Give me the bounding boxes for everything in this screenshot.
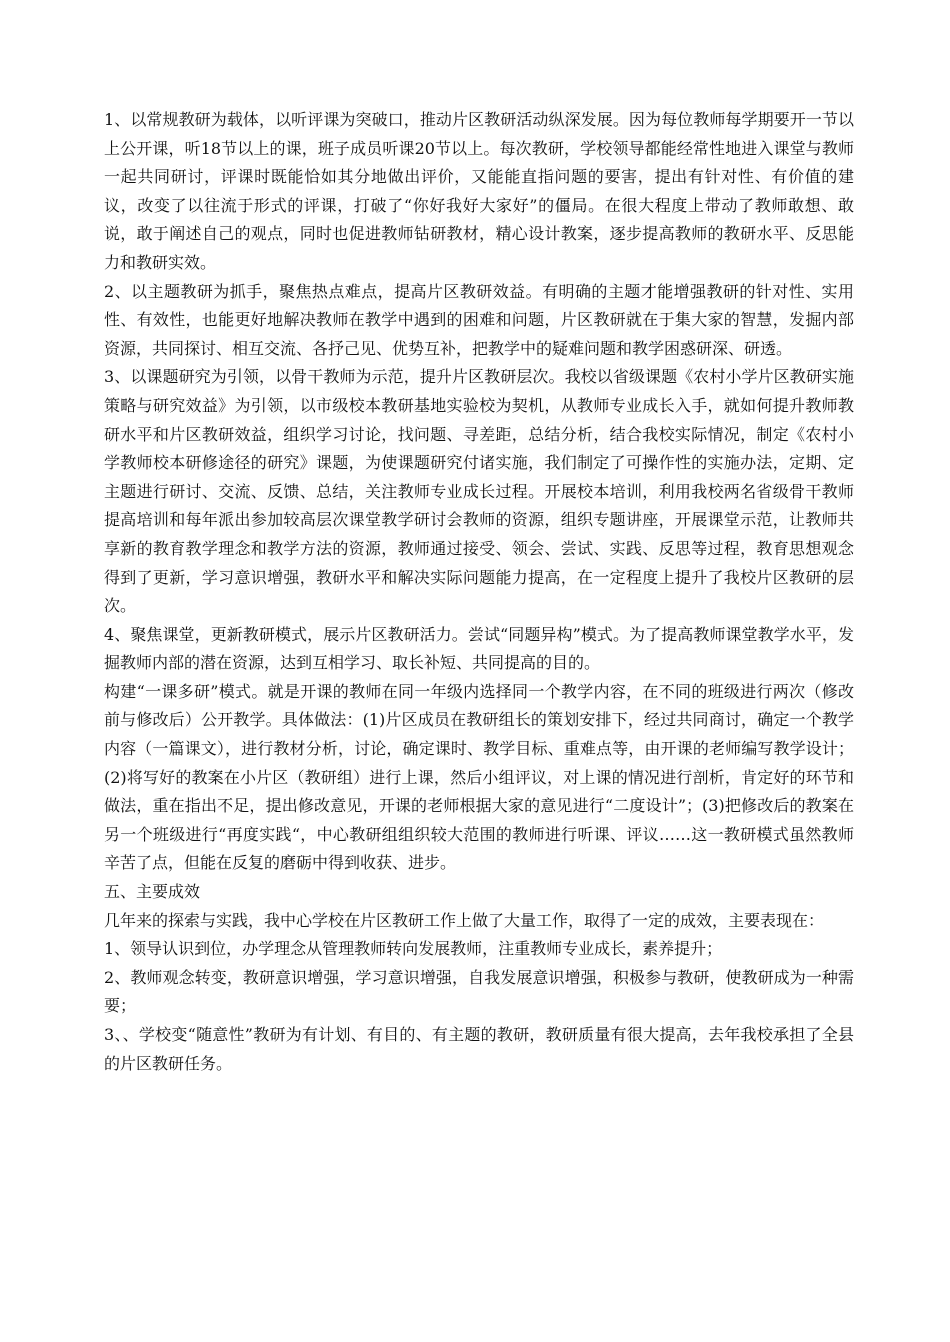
section-heading-main-results: 五、主要成效 — [104, 882, 201, 902]
paragraph-theme-teaching-research: 2、以主题教研为抓手，聚焦热点难点，提高片区教研效益。有明确的主题才能增强教研的针对性、实用性、有效性，也能更好地解决教师在教学中遇到的困难和问题，片区教研就在于集大家的智慧，发掘内部资源，共同探讨、相互交流、各抒己见、优势互补，把教学中的疑难问题和教学困惑研深、研透。 — [104, 281, 854, 358]
paragraph-result-2: 2、教师观念转变，教研意识增强，学习意识增强，自我发展意识增强，积极参与教研，使教研成为一种需要； — [104, 967, 854, 1016]
paragraph-one-lesson-multi-research: 构建“一课多研”模式。就是开课的教师在同一年级内选择同一个教学内容，在不同的班级进行两次（修改前与修改后）公开教学。具体做法：(1)片区成员在教研组长的策划安排下，经过共同商讨，确定一个教学内容（一篇课文），进行教材分析，讨论，确定课时、教学目标、重难点等，由开课的老师编写教学设计；(2)将写好的教案在小片区（教研组）进行上课，然后小组评议，对上课的情况进行剖析，肯定好的环节和做法，重在指出不足，提出修改意见，开课的老师根据大家的意见进行“二度设计”；(3)把修改后的教案在另一个班级进行“再度实践“，中心教研组组织较大范围的教师进行听课、评议……这一教研模式虽然教师辛苦了点，但能在反复的磨砺中得到收获、进步。 — [104, 681, 854, 873]
paragraph-routine-teaching-research: 1、以常规教研为载体，以听评课为突破口，推动片区教研活动纵深发展。因为每位教师每学期要开一节以上公开课，听18节以上的课，班子成员听课20节以上。每次教研，学校领导都能经常性地进入课堂与教师一起共同研讨，评课时既能恰如其分地做出评价，又能能直指问题的要害，提出有针对性、有价值的建议，改变了以往流于形式的评课，打破了“你好我好大家好”的僵局。在很大程度上带动了教师敢想、敢说，敢于阐述自己的观点，同时也促进教师钻研教材，精心设计教案，逐步提高教师的教研水平、反思能力和教研实效。 — [104, 110, 854, 272]
paragraph-classroom-focus: 4、聚焦课堂，更新教研模式，展示片区教研活力。尝试“同题异构”模式。为了提高教师课堂教学水平，发掘教师内部的潜在资源，达到互相学习、取长补短、共同提高的目的。 — [104, 624, 854, 673]
paragraph-result-3: 3、、学校变“随意性”教研为有计划、有目的、有主题的教研，教研质量有很大提高，去年我校承担了全县的片区教研任务。 — [104, 1025, 854, 1073]
paragraph-result-1: 1、领导认识到位，办学理念从管理教师转向发展教师，注重教师专业成长，素养提升； — [104, 939, 723, 959]
paragraph-project-research: 3、以课题研究为引领，以骨干教师为示范，提升片区教研层次。我校以省级课题《农村小学片区教研实施策略与研究效益》为引领，以市级校本教研基地实验校为契机，从教师专业成长入手，就如何提升教师教研水平和片区教研效益，组织学习讨论，找问题、寻差距，总结分析，结合我校实际情况，制定《农村小学教师校本研修途径的研究》课题，为使课题研究付诸实施，我们制定了可操作性的实施办法，定期、定主题进行研讨、交流、反馈、总结，关注教师专业成长过程。开展校本培训，利用我校两名省级骨干教师提高培训和每年派出参加较高层次课堂教学研讨会教师的资源，组织专题讲座，开展课堂示范，让教师共享新的教育教学理念和教学方法的资源，教师通过接受、领会、尝试、实践、反思等过程，教育思想观念得到了更新，学习意识增强，教研水平和解决实际问题能力提高，在一定程度上提升了我校片区教研的层次。 — [104, 367, 854, 616]
document-page — [104, 106, 854, 1078]
paragraph-results-intro: 几年来的探索与实践，我中心学校在片区教研工作上做了大量工作，取得了一定的成效，主要表现在： — [104, 910, 825, 930]
